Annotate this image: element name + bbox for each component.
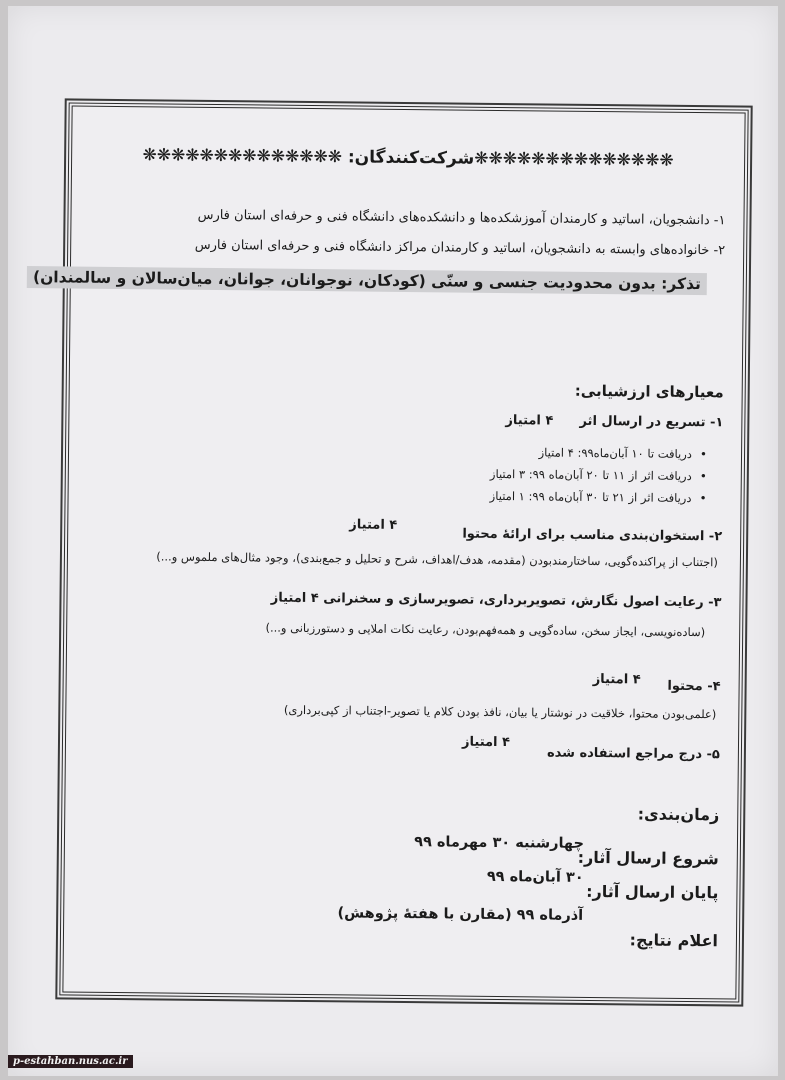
criterion-3-detail: (ساده‌نویسی، ایجاز سخن، ساده‌گویی و همه‌فهم‌بودن، رعایت نکات املایی و دستورزبانی و...): [265, 620, 706, 640]
schedule-heading: زمان‌بندی:: [637, 804, 720, 825]
schedule-end-value: ۳۰ آبان‌ماه ۹۹: [486, 868, 584, 886]
criterion-1-bullet: • دریافت اثر از ۱۱ تا ۲۰ آبان‌ماه ۹۹: ۳ امتیاز: [490, 467, 707, 483]
criterion-4-score: ۴ امتیاز: [592, 671, 641, 688]
schedule-results-label: اعلام نتایج:: [629, 930, 719, 951]
schedule-start-label: شروع ارسال آثار:: [577, 847, 719, 869]
age-gender-note: تذکر: بدون محدودیت جنسی و سنّی (کودکان، نوجوانان، جوانان، میان‌سالان و سالمندان): [27, 266, 707, 295]
criterion-2-score: ۴ امتیاز: [349, 517, 398, 533]
criterion-1-score: ۴ امتیاز: [505, 413, 554, 429]
criterion-5: ۵- درج مراجع استفاده شده: [546, 745, 720, 763]
criterion-3: ۳- رعایت اصول نگارش، تصویربرداری، تصویرسازی و سخنرانی ۴ امتیاز: [270, 590, 722, 611]
criterion-4-detail: (علمی‌بودن محتوا، خلاقیت در نوشتار یا بیان، نافذ بودن کلام یا تصویر-اجتناب از کپی‌برداری): [283, 702, 717, 722]
criterion-5-score: ۴ امتیاز: [461, 734, 511, 751]
participants-item-1: ۱- دانشجویان، اساتید و کارمندان آموزشکده‌ها و دانشکده‌های دانشگاه فنی و حرفه‌ای استان فارس: [197, 207, 726, 229]
participants-heading: ❋❋❋❋❋❋❋❋❋❋❋❋❋❋شرکت‌کنندگان: ❋❋❋❋❋❋❋❋❋❋❋❋❋❋: [142, 145, 674, 171]
criteria-heading: معیارهای ارزشیابی:: [574, 381, 724, 402]
criterion-1-bullet: • دریافت اثر از ۲۱ تا ۳۰ آبان‌ماه ۹۹: ۱ امتیاز: [490, 489, 707, 505]
paper-sheet: [8, 6, 778, 1076]
schedule-start-value: چهارشنبه ۳۰ مهرماه ۹۹: [414, 834, 585, 852]
schedule-results-value: آذرماه ۹۹ (مقارن با هفتهٔ پژوهش): [337, 905, 584, 924]
criterion-2-detail: (اجتناب از پراکنده‌گویی، ساختارمندبودن (مقدمه، هدف/اهداف، شرح و تحلیل و جمع‌بندی)، وجود مثال‌های ملموس و...): [156, 549, 718, 570]
schedule-end-label: پایان ارسال آثار:: [586, 881, 719, 903]
criterion-2: ۲- استخوان‌بندی مناسب برای ارائهٔ محتوا: [462, 526, 723, 545]
document-content: [32, 119, 727, 987]
document-frame: [32, 102, 748, 1002]
criterion-4: ۴- محتوا: [667, 678, 721, 695]
participants-item-2: ۲- خانواده‌های وابسته به دانشجویان، اساتید و کارمندان مراکز دانشگاه فنی و حرفه‌ای استان فارس: [194, 237, 726, 259]
criterion-1-bullet: • دریافت تا ۱۰ آبان‌ماه۹۹: ۴ امتیاز: [539, 445, 708, 461]
criterion-1: ۱- تسریع در ارسال اثر: [579, 413, 724, 431]
website-link[interactable]: p-estahban.nus.ac.ir: [8, 1055, 133, 1068]
